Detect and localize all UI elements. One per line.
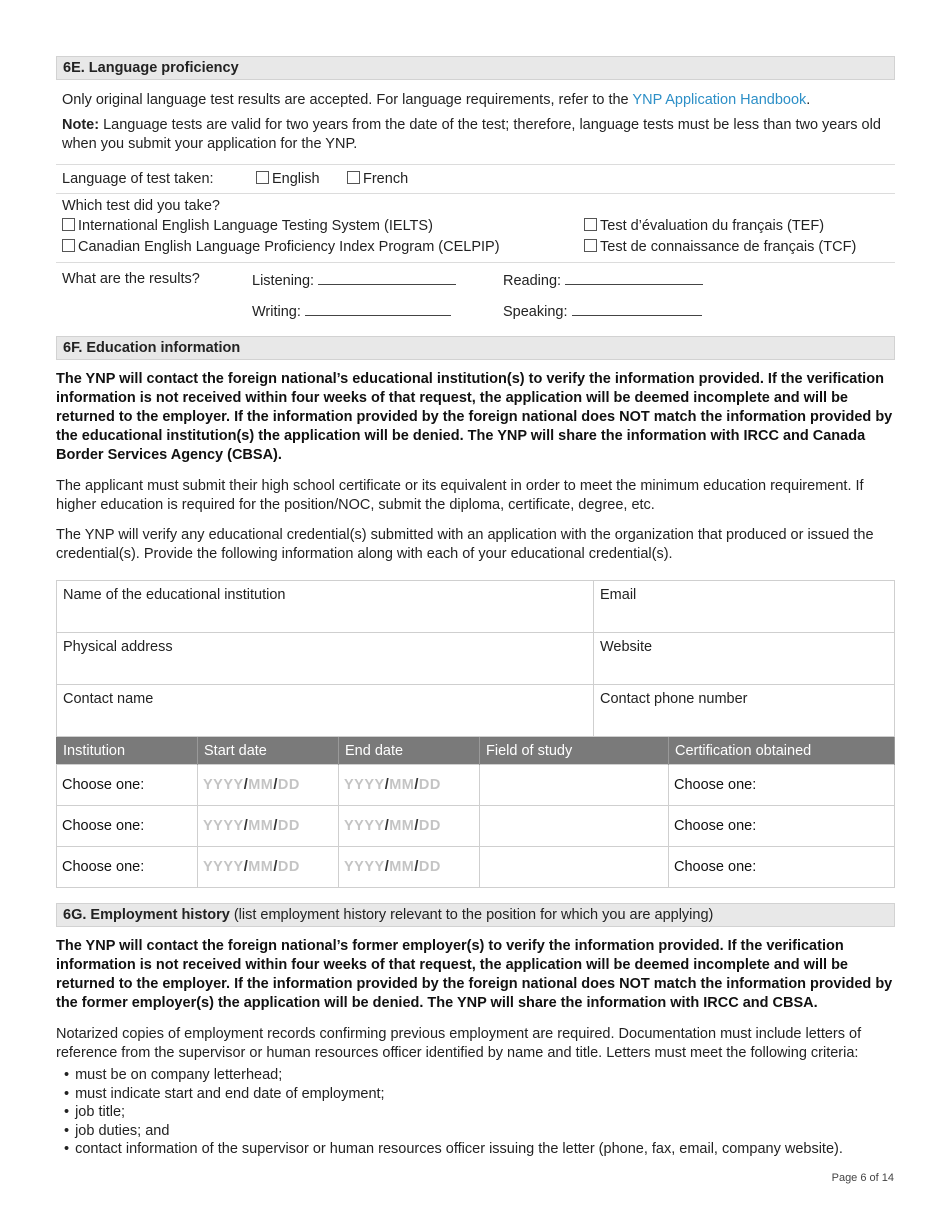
end-date-input[interactable] (339, 765, 480, 806)
institution-select[interactable]: Choose one: (57, 765, 198, 806)
page-number: Page 6 of 14 (831, 1172, 894, 1184)
list-item: • must be on company letterhead; (64, 1066, 895, 1085)
tef-label: Test d’évaluation du français (TEF) (600, 218, 825, 234)
list-item: • job title; (64, 1103, 895, 1122)
col-field-of-study: Field of study (480, 738, 669, 765)
col-certification: Certification obtained (669, 738, 895, 765)
certification-select[interactable]: Choose one: (669, 806, 895, 847)
certification-select[interactable]: Choose one: (669, 847, 895, 888)
speaking-field[interactable] (503, 302, 702, 320)
which-test-row (56, 193, 895, 262)
french-label: French (363, 171, 409, 187)
language-intro-end: . (806, 92, 811, 108)
contact-phone-label: Contact phone number (600, 691, 748, 707)
start-date-input[interactable] (198, 806, 339, 847)
french-checkbox[interactable] (347, 171, 360, 184)
tcf-checkbox[interactable] (584, 239, 597, 252)
ielts-checkbox[interactable] (62, 218, 75, 231)
institution-name-field[interactable] (57, 581, 594, 633)
ielts-label: International English Language Testing System (IELTS) (78, 218, 433, 234)
listening-label: Listening: (252, 273, 315, 289)
listening-input[interactable] (318, 271, 456, 285)
speaking-input[interactable] (572, 302, 702, 316)
note-label: Note: (62, 117, 100, 133)
reading-input[interactable] (565, 271, 703, 285)
writing-input[interactable] (305, 302, 451, 316)
education-credential-text: The YNP will verify any educational credential(s) submitted with an application with the organization that produced or issued the credential(s). Provide the following information along with each of your educational credential(s). (56, 527, 874, 562)
email-label: Email (600, 587, 637, 603)
date-placeholder: YYYY/MM/DD (344, 859, 441, 875)
employment-verification-text: The YNP will contact the foreign national’s former employer(s) to verify the information provided. If the verification information is not received within four weeks of that request, the application will be deemed incomplete and will be returned to the employer. If the information provided by the foreign national does NOT match the information provided by the former employer(s) the application will be denied. The YNP will share the information with IRCC and CBSA. (56, 938, 893, 1011)
date-placeholder: YYYY/MM/DD (344, 818, 441, 834)
start-date-input[interactable] (198, 847, 339, 888)
col-end-date: End date (339, 738, 480, 765)
section-6e-title: 6E. Language proficiency (63, 60, 239, 76)
english-label: English (272, 171, 320, 187)
speaking-label: Speaking: (503, 304, 568, 320)
website-field[interactable] (594, 633, 895, 685)
list-item: • contact information of the supervisor or human resources officer issuing the letter (phone, fax, email, company website). (64, 1140, 895, 1159)
education-table (56, 737, 895, 888)
date-placeholder: YYYY/MM/DD (203, 818, 300, 834)
education-minimum-text: The applicant must submit their high school certificate or its equivalent in order to meet the minimum education requirement. If higher education is required for the position/NOC, submit the diploma, certificate, degree, etc. (56, 478, 864, 513)
section-6e-header (56, 56, 895, 80)
col-institution: Institution (57, 738, 198, 765)
table-row (57, 765, 895, 806)
date-placeholder: YYYY/MM/DD (203, 859, 300, 875)
table-row (57, 847, 895, 888)
form-page (56, 56, 895, 1159)
test-tef-option[interactable] (584, 216, 824, 237)
reading-label: Reading: (503, 273, 562, 289)
tcf-label: Test de connaissance de français (TCF) (600, 239, 857, 255)
results-label: What are the results? (62, 271, 200, 287)
date-placeholder: YYYY/MM/DD (344, 777, 441, 793)
contact-phone-field[interactable] (594, 685, 895, 737)
end-date-input[interactable] (339, 806, 480, 847)
physical-address-label: Physical address (63, 639, 173, 655)
section-6f-title: 6F. Education information (63, 340, 241, 356)
website-label: Website (600, 639, 653, 655)
institution-name-label: Name of the educational institution (63, 587, 286, 603)
english-checkbox[interactable] (256, 171, 269, 184)
english-option[interactable] (256, 165, 320, 193)
listening-field[interactable] (252, 271, 456, 289)
field-of-study-input[interactable] (480, 847, 669, 888)
section-6g-header (56, 903, 895, 927)
physical-address-field[interactable] (57, 633, 594, 685)
note-text: Language tests are valid for two years from the date of the test; therefore, language tests must be less than two years old when you submit your application for the YNP. (62, 117, 881, 152)
handbook-link[interactable]: YNP Application Handbook (632, 92, 807, 108)
field-of-study-input[interactable] (480, 806, 669, 847)
education-table-header (57, 738, 895, 765)
list-item: • job duties; and (64, 1122, 895, 1141)
table-row (57, 806, 895, 847)
section-6g-title: 6G. Employment history (63, 907, 230, 923)
contact-name-label: Contact name (63, 691, 154, 707)
results-block (56, 262, 895, 336)
section-6g-subtitle: (list employment history relevant to the position for which you are applying) (229, 907, 714, 923)
language-taken-row (56, 164, 895, 193)
celpip-checkbox[interactable] (62, 239, 75, 252)
language-taken-label: Language of test taken: (62, 171, 214, 187)
tef-checkbox[interactable] (584, 218, 597, 231)
employment-records-text: Notarized copies of employment records confirming previous employment are required. Documentation must include letters of reference from the supervisor or human resources officer identified by name and title. Letters must meet the following criteria: (56, 1026, 862, 1061)
test-tcf-option[interactable] (584, 237, 856, 258)
reading-field[interactable] (503, 271, 703, 289)
col-start-date: Start date (198, 738, 339, 765)
institution-info-table (56, 580, 895, 737)
language-intro-text: Only original language test results are accepted. For language requirements, refer to the (62, 92, 629, 108)
institution-select[interactable]: Choose one: (57, 847, 198, 888)
writing-label: Writing: (252, 304, 301, 320)
list-item: • must indicate start and end date of employment; (64, 1085, 895, 1104)
writing-field[interactable] (252, 302, 451, 320)
which-test-label: Which test did you take? (62, 198, 220, 214)
education-verification-text: The YNP will contact the foreign national’s educational institution(s) to verify the information provided. If the verification information is not received within four weeks of that request, the application will be deemed incomplete and will be returned to the employer. If the information provided by the foreign national does NOT match the information provided by the educational institution(s) the application will be denied. The YNP will share the information with IRCC and Canada Border Services Agency (CBSA). (56, 371, 893, 463)
email-field[interactable] (594, 581, 895, 633)
date-placeholder: YYYY/MM/DD (203, 777, 300, 793)
celpip-label: Canadian English Language Proficiency Index Program (CELPIP) (78, 239, 500, 255)
language-intro (56, 91, 895, 110)
start-date-input[interactable] (198, 765, 339, 806)
criteria-list (56, 1066, 895, 1159)
institution-select[interactable]: Choose one: (57, 806, 198, 847)
certification-select[interactable]: Choose one: (669, 765, 895, 806)
field-of-study-input[interactable] (480, 765, 669, 806)
french-option[interactable] (347, 165, 408, 193)
end-date-input[interactable] (339, 847, 480, 888)
section-6f-header (56, 336, 895, 360)
language-note (56, 116, 895, 154)
contact-name-field[interactable] (57, 685, 594, 737)
